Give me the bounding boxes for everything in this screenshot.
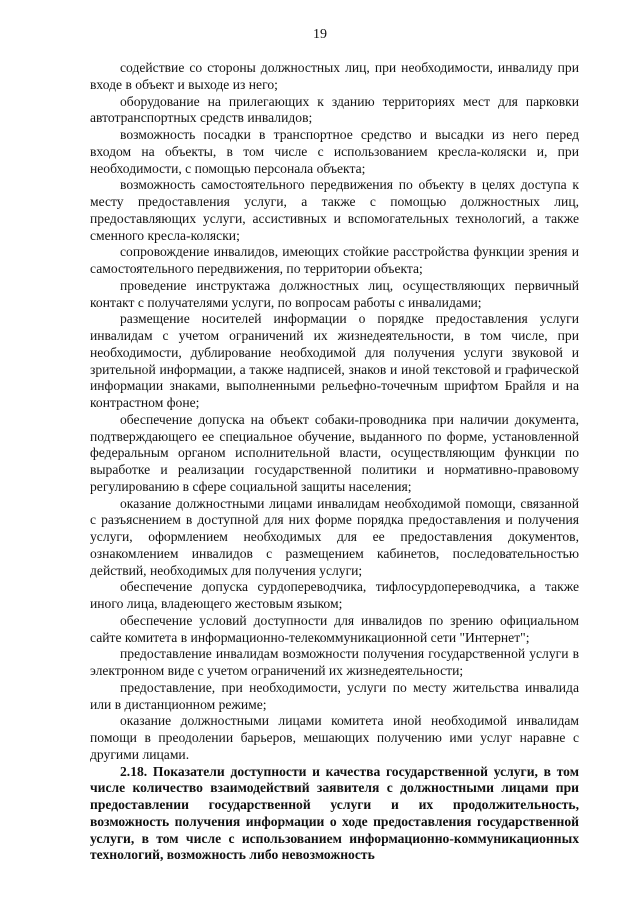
paragraph: возможность посадки в транспортное средство и высадки из него перед входом на объекты, в том числе с использованием кресла-коляски и, при необходимости, с помощью персонала объекта;	[90, 127, 579, 176]
paragraph: обеспечение допуска на объект собаки-проводника при наличии документа, подтверждающего ее специальное обучение, выданного по форме, установленной федеральным органом исполнительной власти, осуществляющим функции по выработке и реализации государственной политики и нормативно-правовому регулированию в сфере социальной защиты населения;	[90, 411, 579, 494]
paragraph: оказание должностными лицами инвалидам необходимой помощи, связанной с разъяснением в доступной для них форме порядка предоставления и получения услуги, оформлением необходимых для ее предоставления документов, ознакомлением инвалидов с размещением кабинетов, последовательностью действий, необходимых для получения услуги;	[90, 495, 579, 578]
paragraph: обеспечение допуска сурдопереводчика, тифлосурдопереводчика, а также иного лица, владеющего жестовым языком;	[90, 579, 579, 611]
paragraph: сопровождение инвалидов, имеющих стойкие расстройства функции зрения и самостоятельного передвижения, по территории объекта;	[90, 244, 579, 276]
body-text	[90, 60, 579, 864]
section-heading: 2.18. Показатели доступности и качества государственной услуги, в том числе количество взаимодействий заявителя с должностными лицами при предоставлении государственной услуги и их продолжительность, возможность получения информации о ходе предоставления государственной услуги, в том числе с использованием информационно-коммуникационных технологий, возможность либо невозможность	[90, 763, 579, 863]
paragraph: предоставление инвалидам возможности получения государственной услуги в электронном виде с учетом ограничений их жизнедеятельности;	[90, 646, 579, 678]
paragraph: возможность самостоятельного передвижения по объекту в целях доступа к месту предоставления услуги, а также с помощью должностных лиц, предоставляющих услуги, ассистивных и вспомогательных технологий, а также сменного кресла-коляски;	[90, 177, 579, 243]
paragraph: оказание должностными лицами комитета иной необходимой инвалидам помощи в преодолении барьеров, мешающих получению ими услуг наравне с другими лицами.	[90, 713, 579, 762]
paragraph: размещение носителей информации о порядке предоставления услуги инвалидам с учетом ограничений их жизнедеятельности, в том числе, при необходимости, дублирование необходимой для получения услуги звуковой и зрительной информации, а также надписей, знаков и иной текстовой и графической информации знаками, выполненными рельефно-точечным шрифтом Брайля и на контрастном фоне;	[90, 311, 579, 410]
paragraph: проведение инструктажа должностных лиц, осуществляющих первичный контакт с получателями услуги, по вопросам работы с инвалидами;	[90, 277, 579, 310]
paragraph: содействие со стороны должностных лиц, при необходимости, инвалиду при входе в объект и выходе из него;	[90, 60, 579, 92]
page-number: 19	[313, 27, 327, 42]
paragraph: предоставление, при необходимости, услуги по месту жительства инвалида или в дистанционном режиме;	[90, 679, 579, 712]
paragraph: обеспечение условий доступности для инвалидов по зрению официальном сайте комитета в информационно-телекоммуникационной сети "Интернет";	[90, 612, 579, 645]
paragraph: оборудование на прилегающих к зданию территориях мест для парковки автотранспортных средств инвалидов;	[90, 93, 579, 126]
